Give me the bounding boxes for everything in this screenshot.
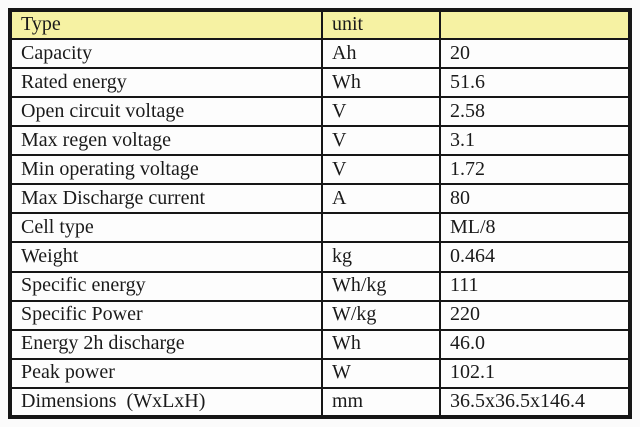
table-row	[10, 213, 630, 242]
spec-unit: Wh	[322, 68, 440, 97]
spec-unit: Wh	[322, 330, 440, 359]
spec-value: 102.1	[440, 359, 630, 388]
spec-unit: V	[322, 97, 440, 126]
spec-value: 80	[440, 184, 630, 213]
spec-unit: A	[322, 184, 440, 213]
spec-unit: V	[322, 155, 440, 184]
table-row	[10, 242, 630, 271]
table-row	[10, 68, 630, 97]
spec-name: Capacity	[10, 39, 322, 68]
table-row	[10, 359, 630, 388]
spec-name: Dimensions (WxLxH)	[10, 388, 322, 417]
table-row	[10, 184, 630, 213]
table-row	[10, 97, 630, 126]
spec-name: Cell type	[10, 213, 322, 242]
table-row	[10, 39, 630, 68]
header-row	[10, 10, 630, 39]
header-unit: unit	[322, 10, 440, 39]
header-value	[440, 10, 630, 39]
spec-value: 1.72	[440, 155, 630, 184]
spec-unit: W	[322, 359, 440, 388]
spec-name: Max regen voltage	[10, 126, 322, 155]
spec-unit	[322, 213, 440, 242]
table-row	[10, 301, 630, 330]
spec-name: Peak power	[10, 359, 322, 388]
spec-value: 220	[440, 301, 630, 330]
battery-spec-table	[8, 8, 632, 419]
spec-name: Open circuit voltage	[10, 97, 322, 126]
table-row	[10, 272, 630, 301]
spec-value: 3.1	[440, 126, 630, 155]
spec-name: Energy 2h discharge	[10, 330, 322, 359]
table-row	[10, 126, 630, 155]
table-row	[10, 155, 630, 184]
spec-value: 20	[440, 39, 630, 68]
spec-name: Rated energy	[10, 68, 322, 97]
spec-unit: kg	[322, 242, 440, 271]
spec-name: Min operating voltage	[10, 155, 322, 184]
spec-name: Specific Power	[10, 301, 322, 330]
table-row	[10, 330, 630, 359]
header-type: Type	[10, 10, 322, 39]
spec-name: Weight	[10, 242, 322, 271]
spec-unit: mm	[322, 388, 440, 417]
spec-unit: Ah	[322, 39, 440, 68]
spec-unit: Wh/kg	[322, 272, 440, 301]
spec-unit: V	[322, 126, 440, 155]
spec-value: 2.58	[440, 97, 630, 126]
spec-value: 36.5x36.5x146.4	[440, 388, 630, 417]
spec-unit: W/kg	[322, 301, 440, 330]
spec-value: 111	[440, 272, 630, 301]
spec-value: 46.0	[440, 330, 630, 359]
spec-name: Specific energy	[10, 272, 322, 301]
spec-value: ML/8	[440, 213, 630, 242]
spec-name: Max Discharge current	[10, 184, 322, 213]
table-row	[10, 388, 630, 417]
spec-value: 0.464	[440, 242, 630, 271]
spec-value: 51.6	[440, 68, 630, 97]
